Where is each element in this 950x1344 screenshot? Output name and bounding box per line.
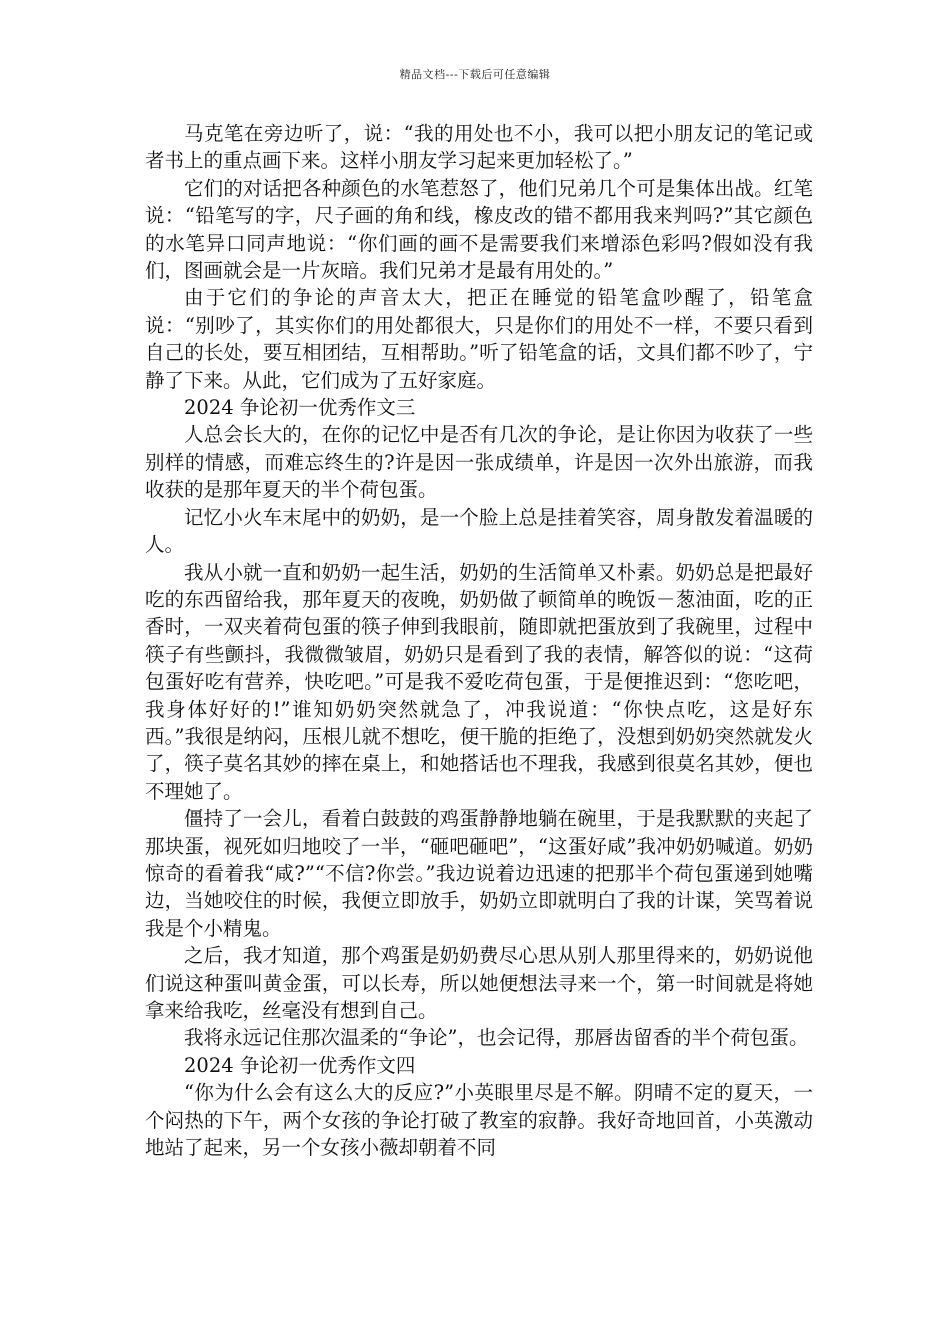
paragraph: 我从小就一直和奶奶一起生活，奶奶的生活简单又朴素。奶奶总是把最好吃的东西留给我，那年夏天的夜晚，奶奶做了顿简单的晚饭－葱油面，吃的正香时，一双夹着荷包蛋的筷子伸到我眼前，随即就把蛋放到了我碗里，过程中筷子有些颤抖，我微微皱眉，奶奶只是看到了我的表情，解答似的说：“这荷包蛋好吃有营养，快吃吧。”可是我不爱吃荷包蛋，于是便推迟到：“您吃吧，我身体好好的!”谁知奶奶突然就急了，冲我说道：“你快点吃，这是好东西。”我很是纳闷，压根儿就不想吃，便干脆的拒绝了，没想到奶奶突然就发火了，筷子莫名其妙的摔在桌上，和她搭话也不理我，我感到很莫名其妙，便也不理她了。: [145, 560, 813, 803]
paragraph: 记忆小火车末尾中的奶奶，是一个脸上总是挂着笑容，周身散发着温暖的人。: [145, 505, 813, 557]
document-body: [145, 120, 813, 1161]
paragraph: 它们的对话把各种颜色的水笔惹怒了，他们兄弟几个可是集体出战。红笔说：“铅笔写的字，尺子画的角和线，橡皮改的错不都用我来判吗?”其它颜色的水笔异口同声地说：“你们画的画不是需要我们来增添色彩吗?假如没有我们，图画就会是一片灰暗。我们兄弟才是最有用处的。”: [145, 176, 813, 283]
paragraph: 马克笔在旁边听了，说：“我的用处也不小，我可以把小朋友记的笔记或者书上的重点画下来。这样小朋友学习起来更加轻松了。”: [145, 122, 813, 173]
section-heading: 2024 争论初一优秀作文四: [184, 1053, 416, 1077]
paragraph: 我将永远记住那次温柔的“争论”，也会记得，那唇齿留香的半个荷包蛋。: [184, 1026, 809, 1050]
paragraph: 由于它们的争论的声音太大，把正在睡觉的铅笔盒吵醒了，铅笔盒说：“别吵了，其实你们的用处都很大，只是你们的用处不一样，不要只看到自己的长处，要互相团结，互相帮助。”听了铅笔盒的话，文具们都不吵了，宁静了下来。从此，它们成为了五好家庭。: [145, 286, 813, 392]
page-header: 精品文档---下载后可任意编辑: [399, 68, 551, 81]
section-heading: 2024 争论初一优秀作文三: [184, 396, 416, 420]
paragraph: 僵持了一会儿，看着白鼓鼓的鸡蛋静静地躺在碗里，于是我默默的夹起了那块蛋，视死如归地咬了一半，“砸吧砸吧”，“这蛋好咸”我冲奶奶喊道。奶奶惊奇的看着我“咸?”“不信?你尝。”我边说着边迅速的把那半个荷包蛋递到她嘴边，当她咬住的时候，我便立即放手，奶奶立即就明白了我的计谋，笑骂着说我是个小精鬼。: [145, 807, 813, 940]
paragraph: “你为什么会有这么大的反应?”小英眼里尽是不解。阴晴不定的夏天，一个闷热的下午，两个女孩的争论打破了教室的寂静。我好奇地回首，小英激动地站了起来，另一个女孩小薇却朝着不同: [145, 1081, 813, 1160]
paragraph: 之后，我才知道，那个鸡蛋是奶奶费尽心思从别人那里得来的，奶奶说他们说这种蛋叫黄金蛋，可以长寿，所以她便想法寻来一个，第一时间就是将她拿来给我吃，丝毫没有想到自己。: [145, 944, 813, 1022]
paragraph: 人总会长大的，在你的记忆中是否有几次的争论，是让你因为收获了一些别样的情感，而难忘终生的?许是因一张成绩单，许是因一次外出旅游，而我收获的是那年夏天的半个荷包蛋。: [145, 423, 813, 502]
